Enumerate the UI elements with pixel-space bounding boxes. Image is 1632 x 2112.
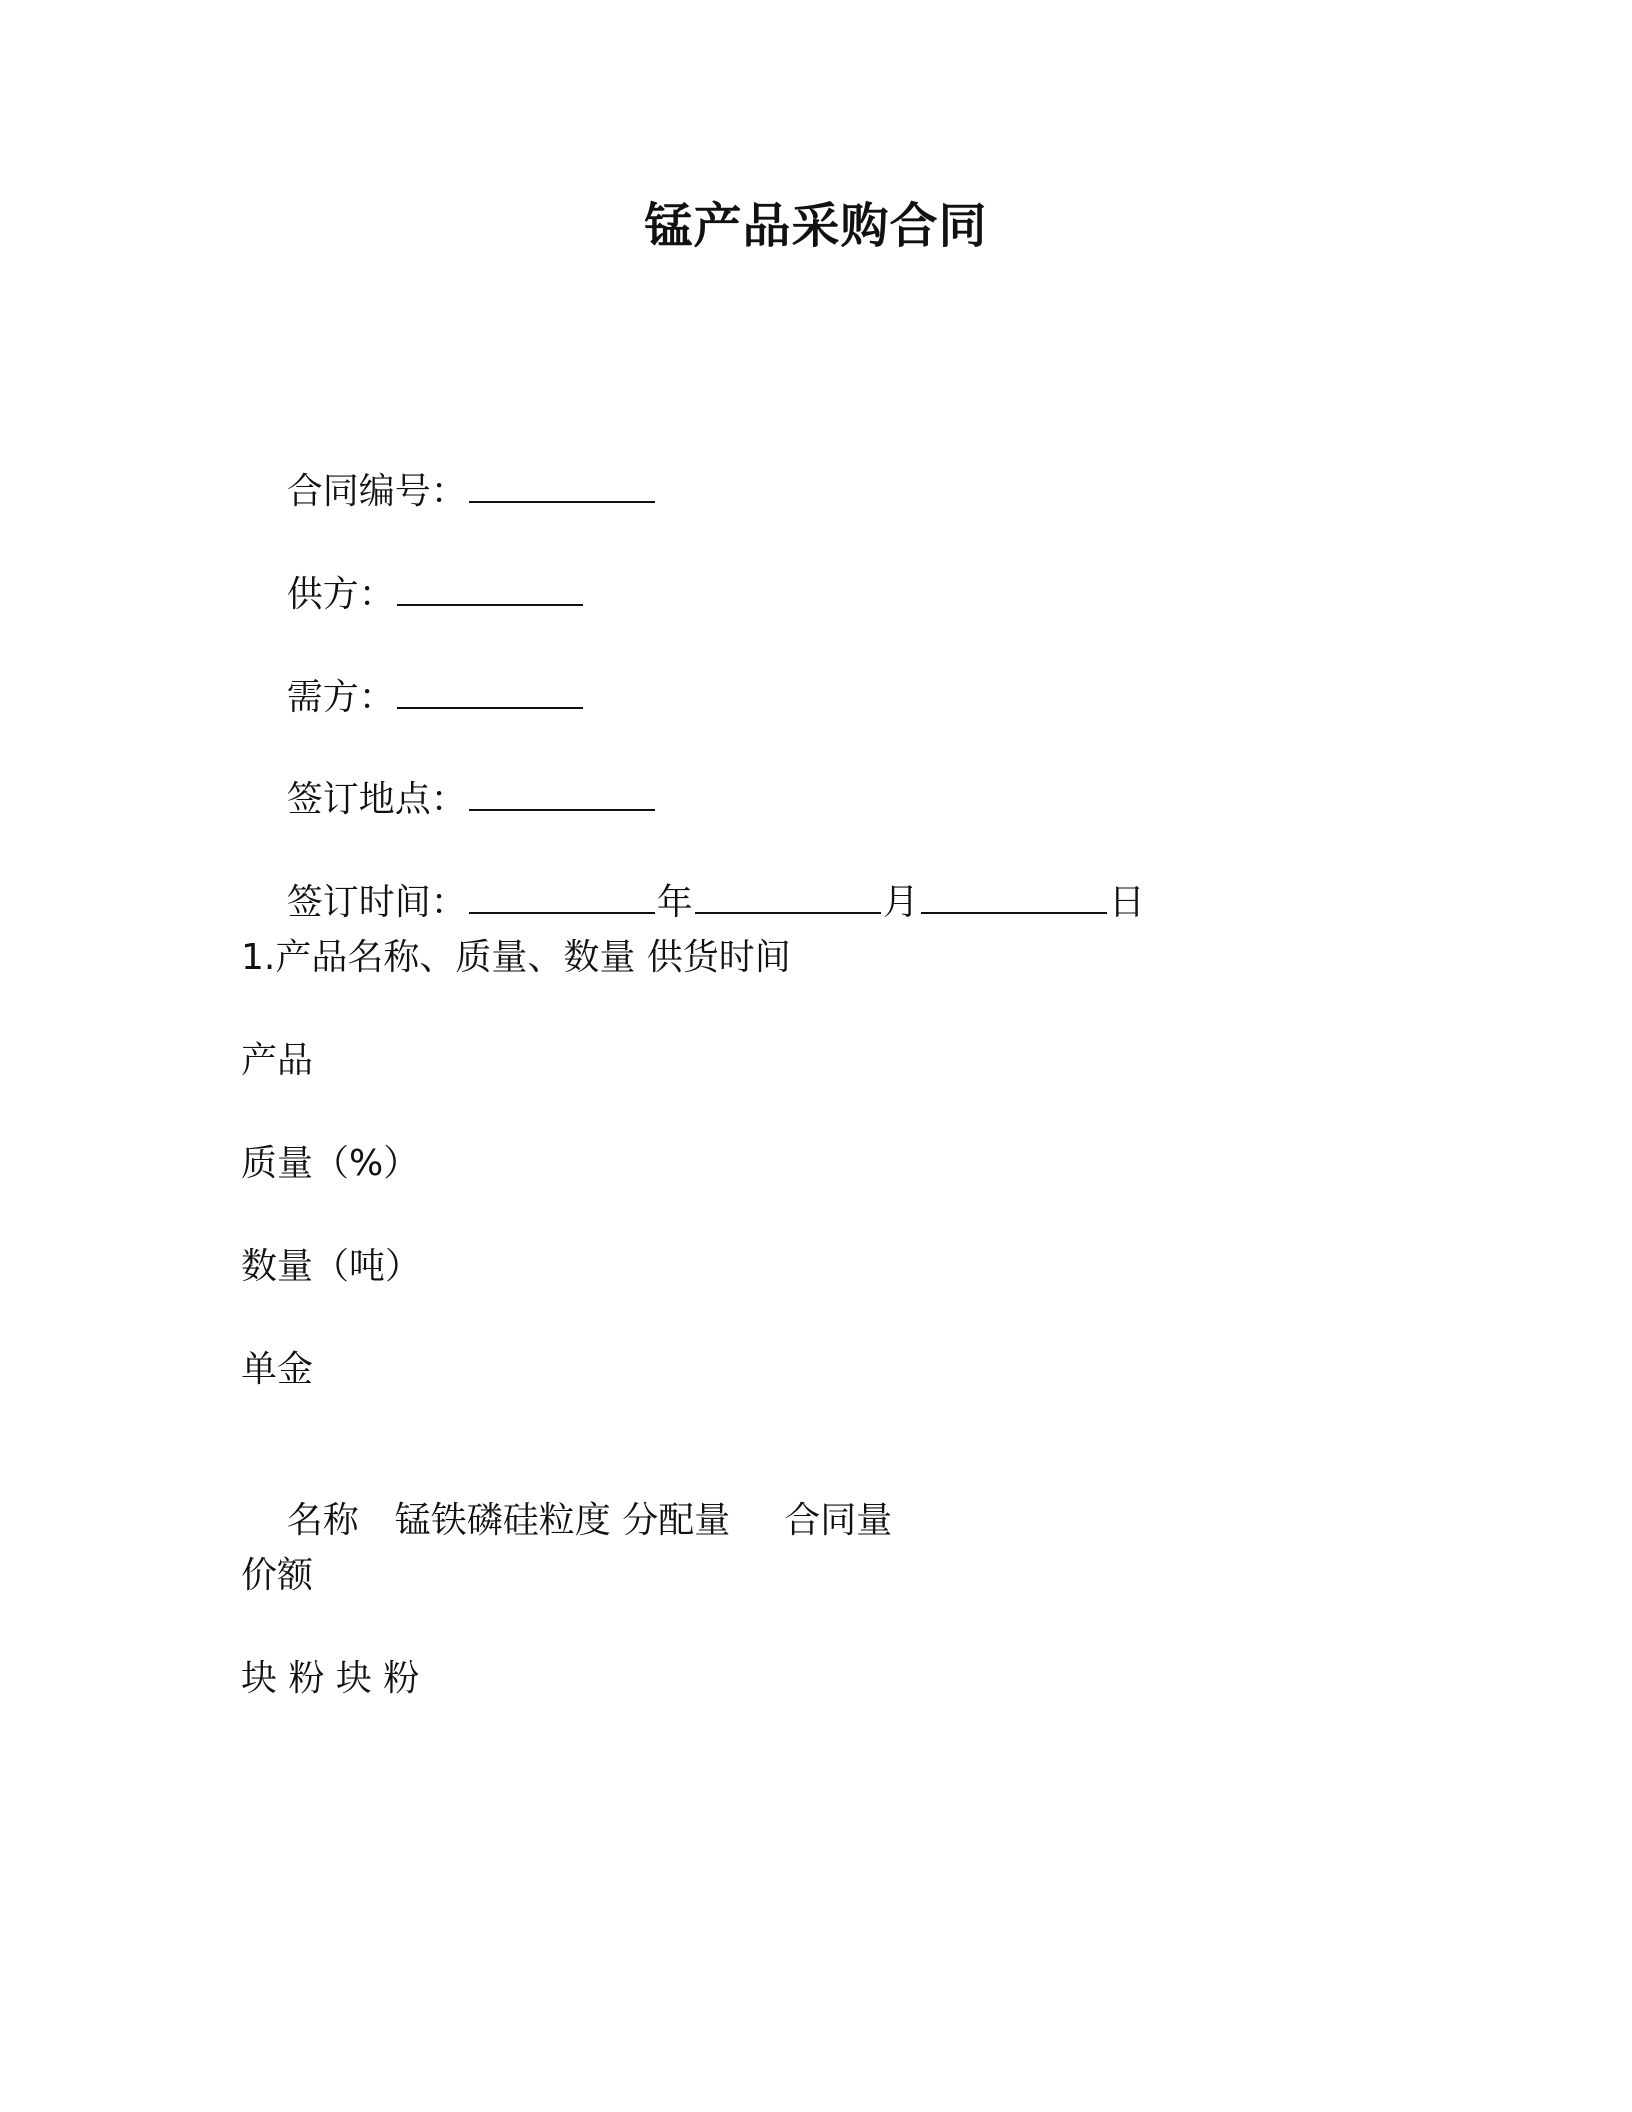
spec-column-label: 锰铁磷硅粒度 分配量 — [394, 1500, 731, 1541]
supplier-blank — [397, 574, 583, 606]
day-label: 日 — [1108, 882, 1145, 923]
buyer-label: 需方： — [286, 677, 395, 718]
year-blank — [469, 882, 655, 914]
supplier-label: 供方： — [286, 574, 395, 615]
contract-number-label: 合同编号： — [286, 471, 467, 512]
column-headers-line — [241, 1449, 892, 1593]
month-label: 月 — [882, 882, 919, 923]
sign-place-label: 签订地点： — [286, 779, 467, 820]
contract-qty-column-label: 合同量 — [784, 1500, 893, 1541]
section1-heading: 1.产品名称、质量、数量 供货时间 — [241, 937, 791, 978]
buyer-blank — [397, 677, 583, 709]
quality-label: 质量（%） — [241, 1143, 420, 1184]
document-title: 锰产品采购合同 — [644, 198, 988, 254]
name-column-label: 名称 — [286, 1500, 359, 1541]
sign-time-label: 签订时间： — [286, 882, 467, 923]
year-label: 年 — [656, 882, 693, 923]
product-label: 产品 — [241, 1040, 314, 1081]
day-blank — [921, 882, 1107, 914]
quantity-label: 数量（吨） — [241, 1246, 422, 1287]
lump-powder-line: 块 粉 块 粉 — [241, 1658, 420, 1699]
unit-price-label: 单金 — [241, 1349, 314, 1390]
price-amount-label: 价额 — [241, 1555, 314, 1596]
contract-number-blank — [469, 471, 655, 503]
month-blank — [695, 882, 881, 914]
sign-place-blank — [469, 779, 655, 811]
